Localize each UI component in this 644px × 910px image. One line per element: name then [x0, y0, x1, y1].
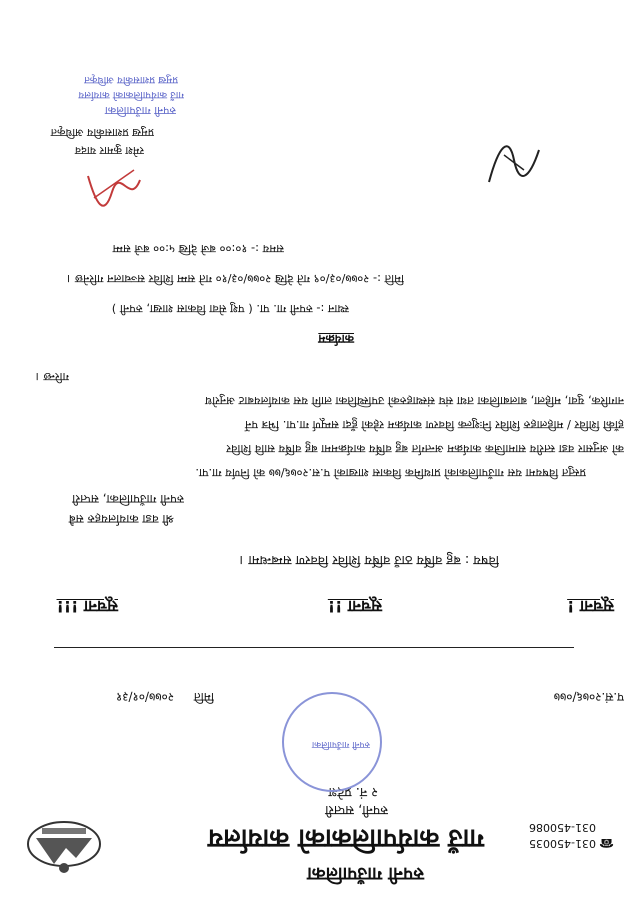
notice-3: सूचना !!! — [56, 597, 118, 616]
schedule-venue: स्थान :- रुपनी गा. पा. ( पशु सेवा विकास शाखा, रुपनी ) — [111, 302, 349, 316]
notice-1: सूचना ! — [567, 597, 614, 616]
stamp-line-3: प्रमुख प्रशासकीय अधिकृत — [84, 74, 178, 85]
date-value: २०७७/०१/३१ — [115, 690, 174, 704]
phone-1: 031-450035 — [529, 837, 596, 850]
stamp-line-2: गाउँ कार्यपालिकाको कार्यालय — [78, 89, 184, 100]
signatory-name: रमेश कुमार यादव — [74, 144, 144, 157]
body-line-2: को अनुसार वडा स्तरीय सामाजिक कार्यक्रम अन्तर्गत बहु वर्षिय कार्यक्रममा बहु वर्षिय सावि शिविर — [226, 442, 624, 456]
notice-2: सूचना !! — [327, 597, 382, 616]
address-line-1: रुपनी, सप्तरी — [325, 802, 388, 817]
red-signature — [84, 162, 144, 210]
phone-2: 031-450086 — [529, 821, 596, 834]
schedule-time: समय :- १०:०० बजे देखि ५:०० बजे सम्म — [112, 242, 284, 256]
schedule-date: मिति :- २०७७/०३/०९ गते देखि २०७७/०३/१० गते सम्म शिविर सञ्चालन गरिनेछ । — [66, 272, 404, 286]
emblem-logo — [24, 818, 104, 878]
addressee-line-1: श्री वडा कार्यालयहरु सबै — [68, 512, 174, 526]
schedule-heading: कार्यक्रम — [318, 332, 354, 346]
subject-line: विषय : बहु वर्षिय ठाउँ वर्षिय शिविर विवरण सम्बन्धमा । — [239, 552, 499, 567]
phone-block — [599, 836, 614, 850]
header-divider — [54, 647, 574, 648]
office-name: गाउँ कार्यपालिकाको कार्यालय — [208, 823, 484, 853]
date-label: मिति — [193, 690, 214, 704]
address-line-2: २ नं. प्रदेश — [328, 784, 378, 799]
body-line-4: नागरिक, युवा, महिला, बालबालिका तथा संघ संस्थाहरुको उपस्थितिका लागि यस कार्यालयबाट अनुरोध — [205, 394, 624, 408]
body-line-1: प्रस्तुत विषयमा यस गाउँपालिकाको प्राथमिक विकास शाखाको प.स.२०७६/७७ को निर्णय गा.पा. — [195, 466, 586, 480]
office-text-stamp — [54, 72, 184, 120]
phone-icon: ☎ — [599, 836, 614, 850]
addressee-line-2: रुपनी गाउँपालिका, सप्तरी — [72, 492, 184, 506]
reference-number: प.सं.२०७६/०७७ — [553, 690, 624, 704]
stamp-seal-text: रुपनी गाउँपालिका — [311, 739, 370, 749]
signatory-title: प्रमुख प्रशासकीय अधिकृत — [50, 126, 154, 139]
body-line-3: हाँकी शिविर / महिलाहरु शिविर निःशुल्क विवरण कार्यक्रम रहेको हुँदा सम्पूर्ण गा.पा. भित्र पर्ने — [245, 418, 624, 432]
handwritten-signature — [484, 140, 544, 190]
org-name: रुपनी गाउँपालिका — [307, 863, 424, 884]
body-line-5: गरिन्छ । — [35, 370, 69, 384]
office-seal-stamp — [282, 692, 382, 792]
stamp-line-1: रुपनी गाउँपालिका — [104, 104, 176, 117]
